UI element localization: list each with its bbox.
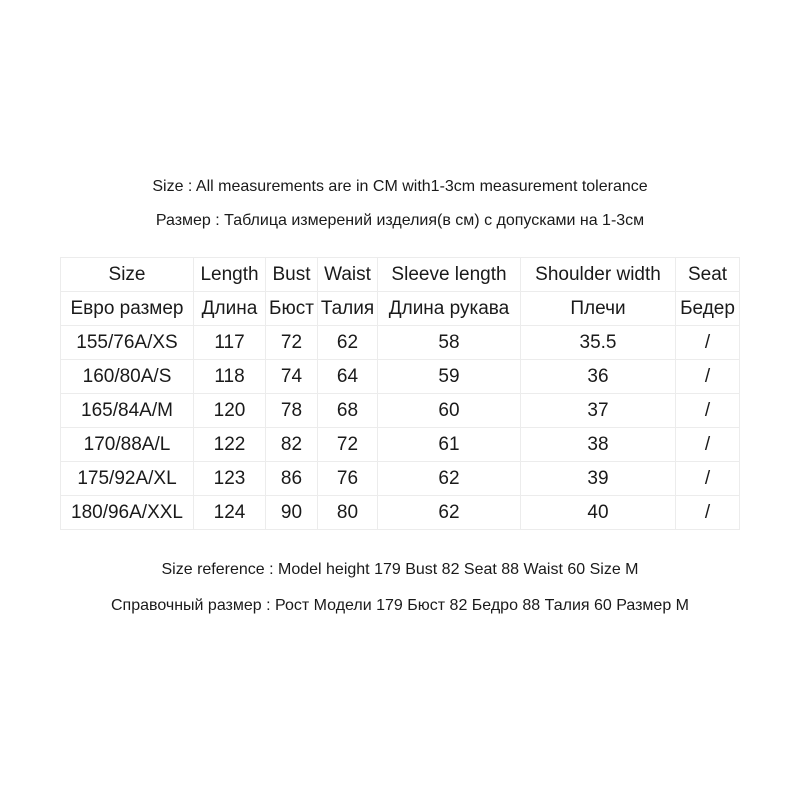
table-cell: 62	[378, 496, 521, 530]
table-cell: 35.5	[521, 326, 676, 360]
table-cell: 40	[521, 496, 676, 530]
table-cell: 117	[194, 326, 266, 360]
header-cell: Плечи	[521, 292, 676, 326]
header-cell: Waist	[318, 258, 378, 292]
table-cell: 170/88A/L	[61, 428, 194, 462]
measurement-note-english: Size : All measurements are in CM with1-3cm measurement tolerance	[152, 178, 648, 195]
size-reference-english: Size reference : Model height 179 Bust 82 Seat 88 Waist 60 Size M	[161, 561, 639, 578]
table-cell: 120	[194, 394, 266, 428]
table-row	[61, 394, 740, 428]
table-cell: 72	[266, 326, 318, 360]
table-cell: /	[676, 462, 740, 496]
table-cell: 58	[378, 326, 521, 360]
table-cell: 60	[378, 394, 521, 428]
table-cell: 64	[318, 360, 378, 394]
header-cell: Бедер	[676, 292, 740, 326]
table-cell: 62	[318, 326, 378, 360]
table-cell: 38	[521, 428, 676, 462]
header-cell: Size	[61, 258, 194, 292]
table-cell: 72	[318, 428, 378, 462]
header-cell: Shoulder width	[521, 258, 676, 292]
table-row	[61, 326, 740, 360]
table-cell: 62	[378, 462, 521, 496]
table-cell: 123	[194, 462, 266, 496]
table-cell: /	[676, 360, 740, 394]
header-cell: Bust	[266, 258, 318, 292]
table-cell: 155/76A/XS	[61, 326, 194, 360]
table-cell: 78	[266, 394, 318, 428]
table-cell: 68	[318, 394, 378, 428]
table-cell: 37	[521, 394, 676, 428]
table-cell: 82	[266, 428, 318, 462]
table-cell: 160/80A/S	[61, 360, 194, 394]
table-row	[61, 496, 740, 530]
table-cell: 80	[318, 496, 378, 530]
table-cell: /	[676, 496, 740, 530]
table-cell: 86	[266, 462, 318, 496]
table-row	[61, 360, 740, 394]
measurement-note-russian: Размер : Таблица измерений изделия(в см) с допусками на 1-3см	[155, 212, 645, 229]
header-cell: Seat	[676, 258, 740, 292]
header-cell: Length	[194, 258, 266, 292]
table-row	[61, 428, 740, 462]
header-cell: Бюст	[266, 292, 318, 326]
table-cell: 118	[194, 360, 266, 394]
table-cell: 90	[266, 496, 318, 530]
table-cell: 61	[378, 428, 521, 462]
header-cell: Талия	[318, 292, 378, 326]
size-chart-table	[60, 257, 740, 530]
table-cell: 165/84A/M	[61, 394, 194, 428]
table-cell: 124	[194, 496, 266, 530]
header-cell: Длина рукава	[378, 292, 521, 326]
header-cell: Sleeve length	[378, 258, 521, 292]
header-row-russian	[61, 292, 740, 326]
table-cell: /	[676, 394, 740, 428]
table-cell: 122	[194, 428, 266, 462]
table-cell: 180/96A/XXL	[61, 496, 194, 530]
size-reference-russian: Справочный размер : Рост Модели 179 Бюст 82 Бедро 88 Талия 60 Размер M	[110, 597, 689, 614]
header-cell: Евро размер	[61, 292, 194, 326]
header-cell: Длина	[194, 292, 266, 326]
table-row	[61, 462, 740, 496]
table-cell: 76	[318, 462, 378, 496]
table-cell: 175/92A/XL	[61, 462, 194, 496]
header-row-english	[61, 258, 740, 292]
table-cell: /	[676, 428, 740, 462]
table-cell: /	[676, 326, 740, 360]
table-cell: 74	[266, 360, 318, 394]
table-cell: 59	[378, 360, 521, 394]
table-cell: 39	[521, 462, 676, 496]
table-cell: 36	[521, 360, 676, 394]
